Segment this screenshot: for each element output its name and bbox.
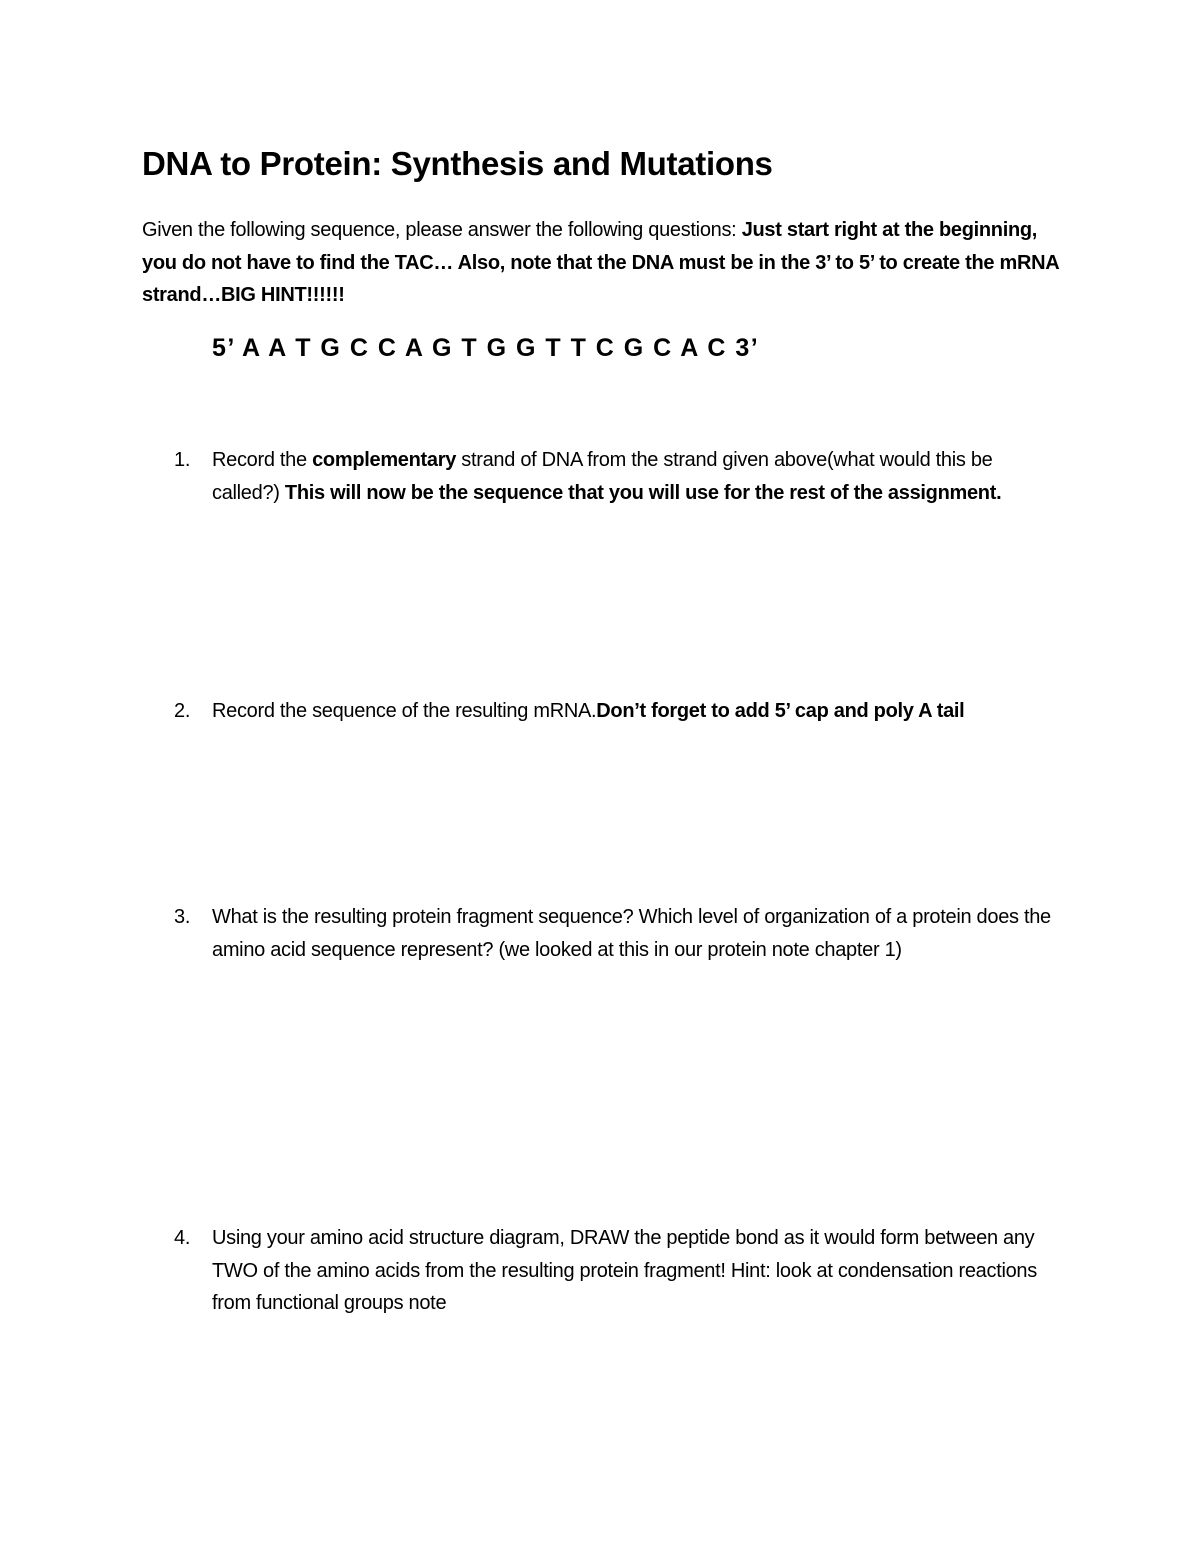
question-bold-note: This will now be the sequence that you will use for the rest of the assignment. bbox=[284, 481, 1002, 504]
question-text bbox=[212, 695, 1064, 728]
page-title: DNA to Protein: Synthesis and Mutations bbox=[142, 145, 773, 182]
question-text: Using your amino acid structure diagram, DRAW the peptide bond as it would form between any TWO of the amino acids from the resulting protein fragment! Hint: look at condensation reactions from functional groups note bbox=[212, 1227, 1037, 1314]
intro-text: Given the following sequence, please answer the following questions: bbox=[142, 219, 742, 241]
question-text bbox=[212, 444, 1064, 509]
question-bold-term: complementary bbox=[312, 449, 457, 471]
question-2 bbox=[174, 695, 1064, 728]
question-4 bbox=[174, 1222, 1064, 1320]
question-1 bbox=[174, 444, 1064, 509]
question-text-part: Record the sequence of the resulting mRNA. bbox=[212, 700, 597, 722]
question-text-part: Record the bbox=[212, 449, 313, 471]
question-text-part: strand of DNA from the strand given above(what would this be called?) bbox=[212, 449, 993, 504]
question-number: 1. bbox=[174, 449, 191, 471]
question-text: What is the resulting protein fragment sequence? Which level of organization of a protein does the amino acid sequence represent? (we looked at this in our protein note chapter 1) bbox=[212, 906, 1051, 961]
intro-paragraph bbox=[142, 214, 1062, 312]
question-number: 3. bbox=[174, 906, 191, 928]
question-3 bbox=[174, 901, 1064, 966]
question-bold-note: Don’t forget to add 5’ cap and poly A tail bbox=[596, 700, 965, 722]
question-number: 4. bbox=[174, 1227, 191, 1249]
dna-sequence: 5’ A A T G C C A G T G G T T C G C A C 3’ bbox=[212, 334, 760, 362]
intro-bold-text: Just start right at the beginning, you do not have to find the TAC… Also, note that the DNA must be in the 3’ to 5’ to create the mRNA strand…BIG HINT!!!!!! bbox=[142, 219, 1059, 306]
question-number: 2. bbox=[174, 700, 191, 722]
